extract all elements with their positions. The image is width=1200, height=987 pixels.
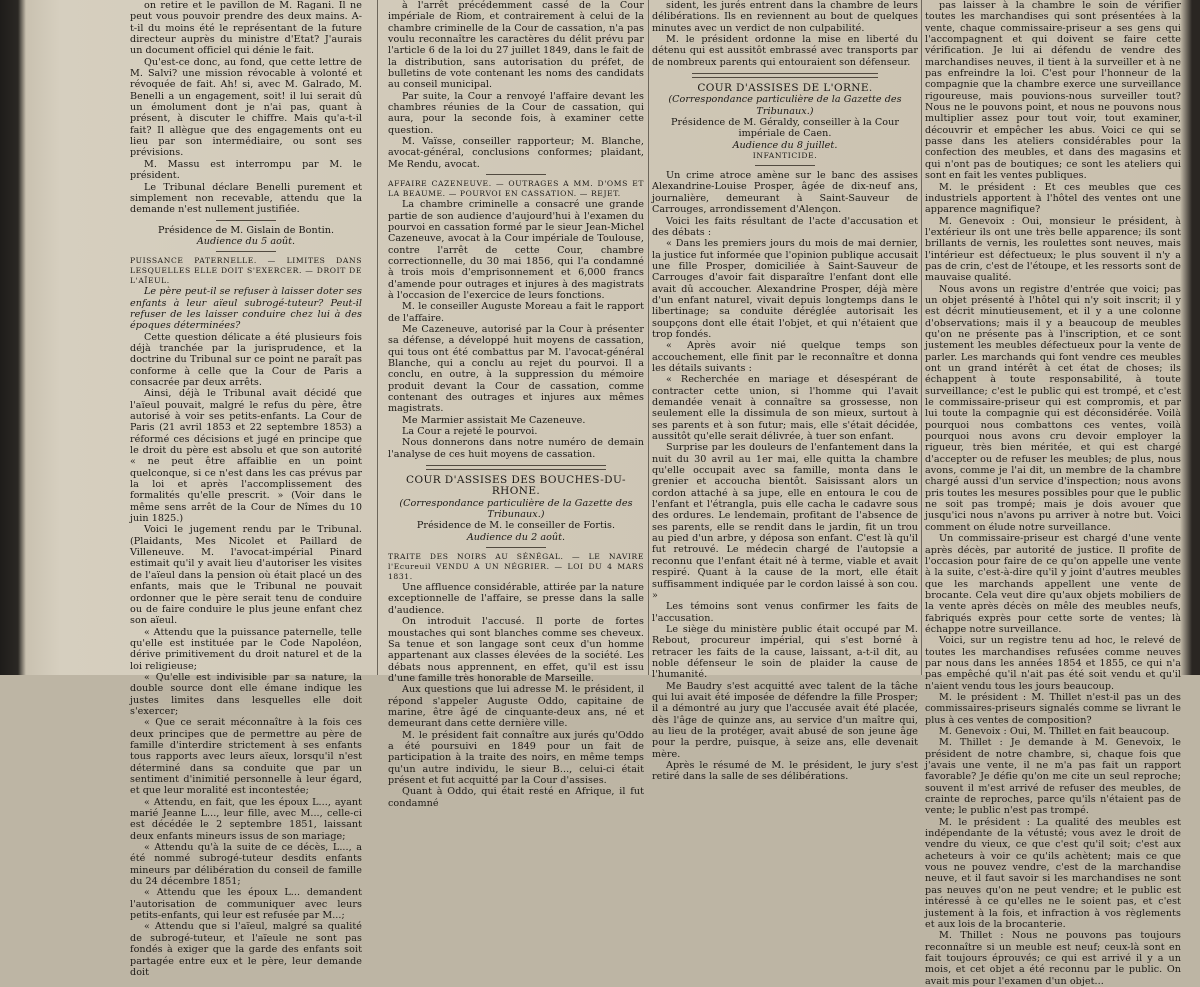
paragraph: On introduit l'accusé. Il porte de fortes moustaches qui sont blanches comme ses cheveux. Sa tenue et son langage sont ceux d'un homme appartenant aux classes élevées de la société. Les débats nous apprennent, en effet, qu'il est issu d'une famille très honorable de Marseille. (388, 616, 644, 684)
paragraph: M. Massu est interrompu par M. le président. (130, 158, 362, 182)
section-caption: TRAITE DES NOIRS AU SÉNÉGAL. — LE NAVIRE l'Ecureuil VENDU A UN NÉGRIER. — LOI DU 4 MARS 1831. (388, 552, 644, 582)
paragraph: Me Cazeneuve, autorisé par la Cour à présenter sa défense, a développé huit moyens de cassation, qui tous ont été combattus par M. l'avocat-général Blanche, qui a conclu au rejet du pourvoi. Il a conclu, en outre, à la suppression du mémoire produit devant la Cour de cassation, comme contenant des outrages et injures aux mêmes magistrats. (388, 323, 644, 415)
audience-date: Audience du 2 août. (466, 531, 566, 543)
separator (486, 547, 546, 548)
court-heading: COUR D'ASSISES DES BOUCHES-DU-RHONE. (406, 474, 626, 498)
paragraph: Me Marmier assistait Me Cazeneuve. (402, 414, 586, 426)
paragraph: Un commissaire-priseur est chargé d'une vente après décès, par autorité de justice. Il profite de l'occasion pour faire de ce qu'on appelle une vente à la suite, c'est-à-dire qu'il y joint d'autres meubles que les marchands appellent une vente de brocante. Cela veut dire qu'aux objets mobiliers de la vente après décès on mêle des meubles neufs, fabriqués exprès pour cette sorte de ventes; là échappe notre surveillance. (925, 533, 1181, 635)
column-1 (130, 0, 362, 978)
paragraph: « Attendu, en fait, que les époux L..., ayant marié Jeanne L..., leur fille, avec M..., celle-ci est décédée le 2 septembre 1851, laissant deux enfants mineurs issus de son mariage; (130, 796, 362, 842)
paragraph: M. le président : M. Thillet n'est-il pas un des commissaires-priseurs signalés comme se livrant le plus à ces ventes de composition? (925, 691, 1181, 726)
column-3 (652, 0, 918, 783)
paragraph: Qu'est-ce donc, au fond, que cette lettre de M. Salvi? une mission révocable à volonté et révoquée de fait. Ah! si, avec M. Galrado, M. Benelli a un engagement, soit! il lui serait dû un émolument dont je n'ai pas, quant à présent, à discuter le chiffre. Mais qu'a-t-il fait? Il allègue que des engagements ont eu lieu par son intermédiaire, ou sont ses prévisions. (130, 56, 362, 159)
section-caption: PUISSANCE PATERNELLE. — LIMITES DANS LESQUELLES ELLE DOIT S'EXERCER. — DROIT DE L'AÏEUL. (130, 256, 362, 286)
column-4 (925, 0, 1181, 987)
presidency: Présidence de M. Gislain de Bontin. (157, 224, 335, 236)
paragraph: M. Genevoix : Oui, M. Thillet en fait beaucoup. (939, 726, 1170, 737)
paragraph: Surprise par les douleurs de l'enfantement dans la nuit du 30 avril au 1er mai, elle quitta la chambre qu'elle occupait avec sa famille, monta dans le grenier et accoucha bientôt. Saisissant alors un cordon attaché à sa jupe, elle en entoura le cou de l'enfant et l'étrangla, puis elle cacha le cadavre sous des ordures. Le lendemain, profitant de l'absence de ses parents, elle se rendit dans le jardin, fit un trou au pied d'un arbre, y déposa son enfant. C'est là qu'il fut retrouvé. Le médecin chargé de l'autopsie a reconnu que l'enfant était né à terme, viable et avait respiré. Quant à la cause de la mort, elle était suffisamment indiquée par le cordon laissé à son cou. » (652, 442, 918, 601)
paragraph: M. Thillet : Nous ne pouvons pas toujours reconnaître si un meuble est neuf; ceux-là sont en fait toujours éprouvés; ce qui est arrivé il y a un mois, et cet objet a été reconnu par le public. On avait mis pour l'examen d'un objet... (925, 930, 1181, 987)
paragraph: Les témoins sont venus confirmer les faits de l'accusation. (652, 601, 918, 624)
paragraph: M. le président ordonne la mise en liberté du détenu qui est aussitôt embrassé avec transports par de nombreux parents qui entouraient son défenseur. (652, 34, 918, 68)
paragraph: Aux questions que lui adresse M. le président, il répond s'appeler Auguste Oddo, capitaine de marine, être âgé de cinquante-deux ans, né et demeurant dans cette dernière ville. (388, 684, 644, 730)
paragraph: M. le président fait connaître aux jurés qu'Oddo a été poursuivi en 1849 pour un fait de participation à la traite des noirs, en même temps qu'un autre individu, le sieur B..., celui-ci était présent et fut acquitté par la Cour d'assises. (388, 729, 644, 786)
paragraph: Voici le jugement rendu par le Tribunal. (Plaidants, Mes Nicolet et Paillard de Villeneuve. M. l'avocat-impérial Pinard estimait qu'il y avait lieu d'autoriser les visites de l'aïeul dans la pension où était placé un des enfants, mais que le Tribunal ne pouvait ordonner que le père serait tenu de conduire ou de faire conduire le plus jeune enfant chez son aïeul. (130, 524, 362, 627)
paragraph: « Recherchée en mariage et désespérant de contracter cette union, si l'homme qui l'avait demandée venait à connaître sa grossesse, non seulement elle la dissimula de son mieux, surtout à ses parents et à son futur; mais, elle s'était décidée, aussitôt qu'elle serait délivrée, à tuer son enfant. (652, 374, 918, 443)
section-caption: INFANTICIDE. (752, 151, 818, 161)
paragraph: « Attendu qu'à la suite de ce décès, L..., a été nommé subrogé-tuteur desdits enfants mineurs par délibération du conseil de famille du 24 décembre 1851; (130, 842, 362, 888)
paragraph: M. le conseiller Auguste Moreau a fait le rapport de l'affaire. (388, 301, 644, 324)
paragraph: à l'arrêt précédemment cassé de la Cour impériale de Riom, et contrairement à celui de la chambre criminelle de la Cour de cassation, n'a pas voulu reconnaître les caractères du délit prévu par l'article 6 de la loi du 27 juillet 1849, dans le fait de la distribution, sans autorisation du préfet, de bulletins de vote contenant les noms des candidats au conseil municipal. (388, 0, 644, 91)
correspondance-line: (Correspondance particulière de la Gazette des Tribunaux.) (399, 497, 633, 521)
paragraph: Voici, sur un registre tenu ad hoc, le relevé de toutes les marchandises refusées comme neuves par nous dans les années 1854 et 1855, ce qui n'a pas empêché qu'il n'ait pas été soit vendu et qu'il n'aient vendu tous les jours beaucoup. (925, 635, 1181, 692)
separator (216, 251, 276, 252)
paragraph: Quant à Oddo, qui était resté en Afrique, il fut condamné (388, 786, 644, 809)
double-rule (426, 465, 605, 470)
paragraph: M. le président : La qualité des meubles est indépendante de la vétusté; vous avez le droit de vendre du vieux, ce que c'est qu'il soit; c'est aux acheteurs à voir ce qu'ils achètent; mais ce que vous ne pouvez vendre, c'est de la marchandise neuve, et il faut savoir si les marchandises ne sont pas neuves qu'on ne peut vendre; et le public est intéressé à ce qu'elles ne le soient pas, et c'est justement à la fois, et infraction à vos règlements et aux lois de la brocanterie. (925, 816, 1181, 930)
court-heading: COUR D'ASSISES DE L'ORNE. (697, 82, 873, 95)
paragraph: Le siège du ministère public était occupé par M. Rebout, procureur impérial, qui s'est borné à retracer les faits de la cause, laissant, a-t-il dit, au noble défenseur le soin de plaider la cause de l'humanité. (652, 623, 918, 681)
paragraph: sident, les jurés entrent dans la chambre de leurs délibérations. Ils en reviennent au bout de quelques minutes avec un verdict de non culpabilité. (652, 0, 918, 34)
audience-date: Audience du 8 juillet. (732, 139, 838, 151)
paragraph: Nous avons un registre d'entrée que voici; pas un objet présenté à l'hôtel qui n'y soit inscrit; il y est décrit minutieusement, et il y a une colonne d'observations; mais il y a beaucoup de meubles qu'on ne présente pas à l'inscription, et ce sont justement les meubles défectueux pour la vente de parler. Les marchands qui font vendre ces meubles ont un grand intérêt à cet état de choses; ils échappent à toute responsabilité, à toute surveillance; c'est le public qui est trompé, et c'est le commissaire-priseur qui est compromis, et par lui toute la compagnie qui est déconsidérée. Voilà pourquoi nous combattons ces ventes, voilà pourquoi nous avons cru devoir employer la rigueur, très bien méritée, et qui est chargé d'accepter ou de refuser les meubles; de plus, nous avons, comme je l'ai dit, un membre de la chambre chargé aussi d'un service d'inspection; nous avons pris toutes les mesures possibles pour que le public ne soit pas trompé; mais je dois avouer que jusqu'ici nous n'avons pu arriver à notre but. Voici comment on élude notre surveillance. (925, 283, 1181, 533)
paragraph: Nous donnerons dans notre numéro de demain l'analyse de ces huit moyens de cassation. (388, 437, 644, 460)
paragraph: « Dans les premiers jours du mois de mai dernier, la justice fut informée que l'opinion publique accusait une fille Prosper, domiciliée à Saint-Sauveur de Carrouges d'avoir fait disparaître l'enfant dont elle avait dû accoucher. Alexandrine Prosper, déjà mère d'un enfant naturel, vivait depuis longtemps dans le libertinage; sa conduite déréglée autorisait les soupçons dont elle était l'objet, et qui n'étaient que trop fondés. (652, 238, 918, 340)
column-2 (388, 0, 644, 809)
paragraph: « Attendu que si l'aïeul, malgré sa qualité de subrogé-tuteur, et l'aïeule ne sont pas fondés à exiger que la garde des enfants soit partagée entre eux et le père, leur demande doit (130, 921, 362, 978)
double-rule (692, 73, 878, 78)
column-rule (648, 0, 649, 675)
column-rule (921, 0, 922, 675)
paragraph: La Cour a rejeté le pourvoi. (402, 426, 538, 438)
paragraph: Voici les faits résultant de l'acte d'accusation et des débats : (652, 215, 918, 238)
paragraph: Une affluence considérable, attirée par la nature exceptionnelle de l'affaire, se presse dans la salle d'audience. (388, 582, 644, 616)
paragraph: La chambre criminelle a consacré une grande partie de son audience d'aujourd'hui à l'examen du pourvoi en cassation formé par le sieur Jean-Michel Cazeneuve, avocat à la Cour impériale de Toulouse, contre l'arrêt de cette Cour, chambre correctionnelle, du 30 mai 1856, qui l'a condamné à trois mois d'emprisonnement et 6,000 francs d'amende pour outrages et injures à des magistrats à l'occasion de l'exercice de leurs fonctions. (388, 199, 644, 301)
paragraph: Un crime atroce amène sur le banc des assises Alexandrine-Louise Prosper, âgée de dix-neuf ans, journalière, demeurant à Saint-Sauveur de Carrouges, arrondissement d'Alençon. (652, 170, 918, 216)
paragraph: Le Tribunal déclare Benelli purement et simplement non recevable, attendu que la demande n'est nullement justifiée. (130, 181, 362, 216)
paragraph: M. Vaïsse, conseiller rapporteur; M. Blanche, avocat-général, conclusions conformes; plaidant, Me Rendu, avocat. (388, 136, 644, 170)
paragraph: « Que ce serait méconnaître à la fois ces deux principes que de permettre au père de famille d'interdire strictement à ses enfants tous rapports avec leurs aïeux, lorsqu'il n'est déterminé dans sa conduite que par un sentiment d'inimitié personnelle à leur égard, et que leur moralité est incontestée; (130, 717, 362, 797)
audience-date: Audience du 5 août. (196, 235, 296, 247)
paragraph: « Attendu que la puissance paternelle, telle qu'elle est instituée par le Code Napoléon, dérive primitivement du droit naturel et de la loi religieuse; (130, 626, 362, 672)
paragraph: Cette question délicate a été plusieurs fois déjà tranchée par la jurisprudence, et la doctrine du Tribunal sur ce point ne paraît pas conforme à celle que la Cour de Paris a consacrée par deux arrêts. (130, 331, 362, 388)
paragraph: « Qu'elle est indivisible par sa nature, la double source dont elle émane indique les justes limites dans lesquelles elle doit s'exercer; (130, 671, 362, 717)
presidency: Présidence de M. le conseiller de Fortis. (416, 520, 616, 532)
paragraph: Ainsi, déjà le Tribunal avait décidé que l'aïeul pouvait, malgré le refus du père, être autorisé à voir ses petits-enfants. La Cour de Paris (21 avril 1853 et 22 septembre 1853) a réformé ces décisions et jugé en principe que le droit du père est absolu et que son autorité « ne peut être affaiblie en un point quelconque, si ce n'est dans les cas prévus par la loi et après l'accomplissement des formalités qu'elle prescrit. » (Voir dans le même sens arrêt de la Cour de Nîmes du 10 juin 1825.) (130, 388, 362, 525)
paragraph: Après le résumé de M. le président, le jury s'est retiré dans la salle de ses délibérations. (652, 760, 918, 783)
paragraph: Par suite, la Cour a renvoyé l'affaire devant les chambres réunies de la Cour de cassation, qui aura, pour la seconde fois, à examiner cette question. (388, 90, 644, 136)
presidency: Présidence de M. Géraldy, conseiller à la Cour impériale de Caen. (671, 117, 899, 140)
paragraph: on retire et le pavillon de M. Ragani. Il ne peut vous pouvoir prendre des deux mains. A-t-il du moins été le représentant de la future directeur auprès du ministre d'Etat? J'aurais un document officiel qui dénie le fait. (130, 0, 362, 57)
column-rule (377, 0, 378, 675)
separator (486, 174, 546, 175)
paragraph: M. Genevoix : Oui, monsieur le président, à l'extérieur ils ont une très belle apparence; ils sont brillants de vernis, les roulettes sont neuves, mais l'intérieur est défectueux; le plus souvent il n'y a pas de crin, c'est de l'étoupe, et les ressorts sont de mauvaise qualité. (925, 215, 1181, 284)
paragraph: Me Baudry s'est acquitté avec talent de la tâche qui lui avait été imposée de défendre la fille Prosper; il a démontré au jury que l'accusée avait été placée, dès l'âge de quinze ans, au service d'un maître qui, au lieu de la protéger, avait abusé de son jeune âge pour la perdre, puisque, à seize ans, elle devenait mère. (652, 680, 918, 760)
separator (755, 165, 815, 166)
paragraph: « Après avoir nié quelque temps son accouchement, elle finit par le reconnaître et donna les détails suivants : (652, 340, 918, 374)
section-caption: AFFAIRE CAZENEUVE. — OUTRAGES A MM. D'OMS ET LA BEAUME. — POURVOI EN CASSATION. — REJET. (388, 179, 644, 199)
paragraph: M. Thillet : Je demande à M. Genevoix, le président de notre chambre, si, chaque fois que j'avais une vente, il ne m'a pas fait un rapport favorable? Je défie qu'on me cite un seul reproche; souvent il m'est arrivé de refuser des meubles, de crainte de reproches, parce qu'ils n'étaient pas de vente; le public n'est pas trompé. (925, 737, 1181, 817)
paragraph: « Attendu que les époux L... demandent l'autorisation de communiquer avec leurs petits-enfants, qui leur est refusée par M...; (130, 887, 362, 922)
legal-question: Le père peut-il se refuser à laisser doter ses enfants à leur aïeul subrogé-tuteur? Peut-il refuser de les laisser conduire chez lui à des époques déterminées? (130, 286, 362, 332)
paragraph: M. le président : Et ces meubles que ces industriels apportent à l'hôtel des ventes ont une apparence magnifique? (925, 181, 1181, 216)
correspondance-line: (Correspondance particulière de la Gazette des Tribunaux.) (668, 94, 902, 117)
paragraph: pas laisser à la chambre le soin de vérifier toutes les marchandises qui sont présentées à la vente, chaque commissaire-priseur a ses gens qui l'accompagnent et qui doivent se faire cette vérification. Je lui ai défendu de vendre des marchandises neuves, il tient à la surveiller et à ne pas enfreindre la loi. C'est pour l'honneur de la compagnie que la chambre exerce une surveillance rigoureuse, mais pouvions-nous surveiller tout? Nous ne le pouvons point, et nous ne pouvons nous multiplier assez pour tout voir, tout examiner, découvrir et empêcher les abus. Voici ce qui se passe dans les ateliers considérables pour la confection des meubles, et dans des magasins et qui n'ont pas de boutiques; ce sont les ateliers qui sont en fait les ventes publiques. (925, 0, 1181, 182)
separator (216, 220, 276, 221)
